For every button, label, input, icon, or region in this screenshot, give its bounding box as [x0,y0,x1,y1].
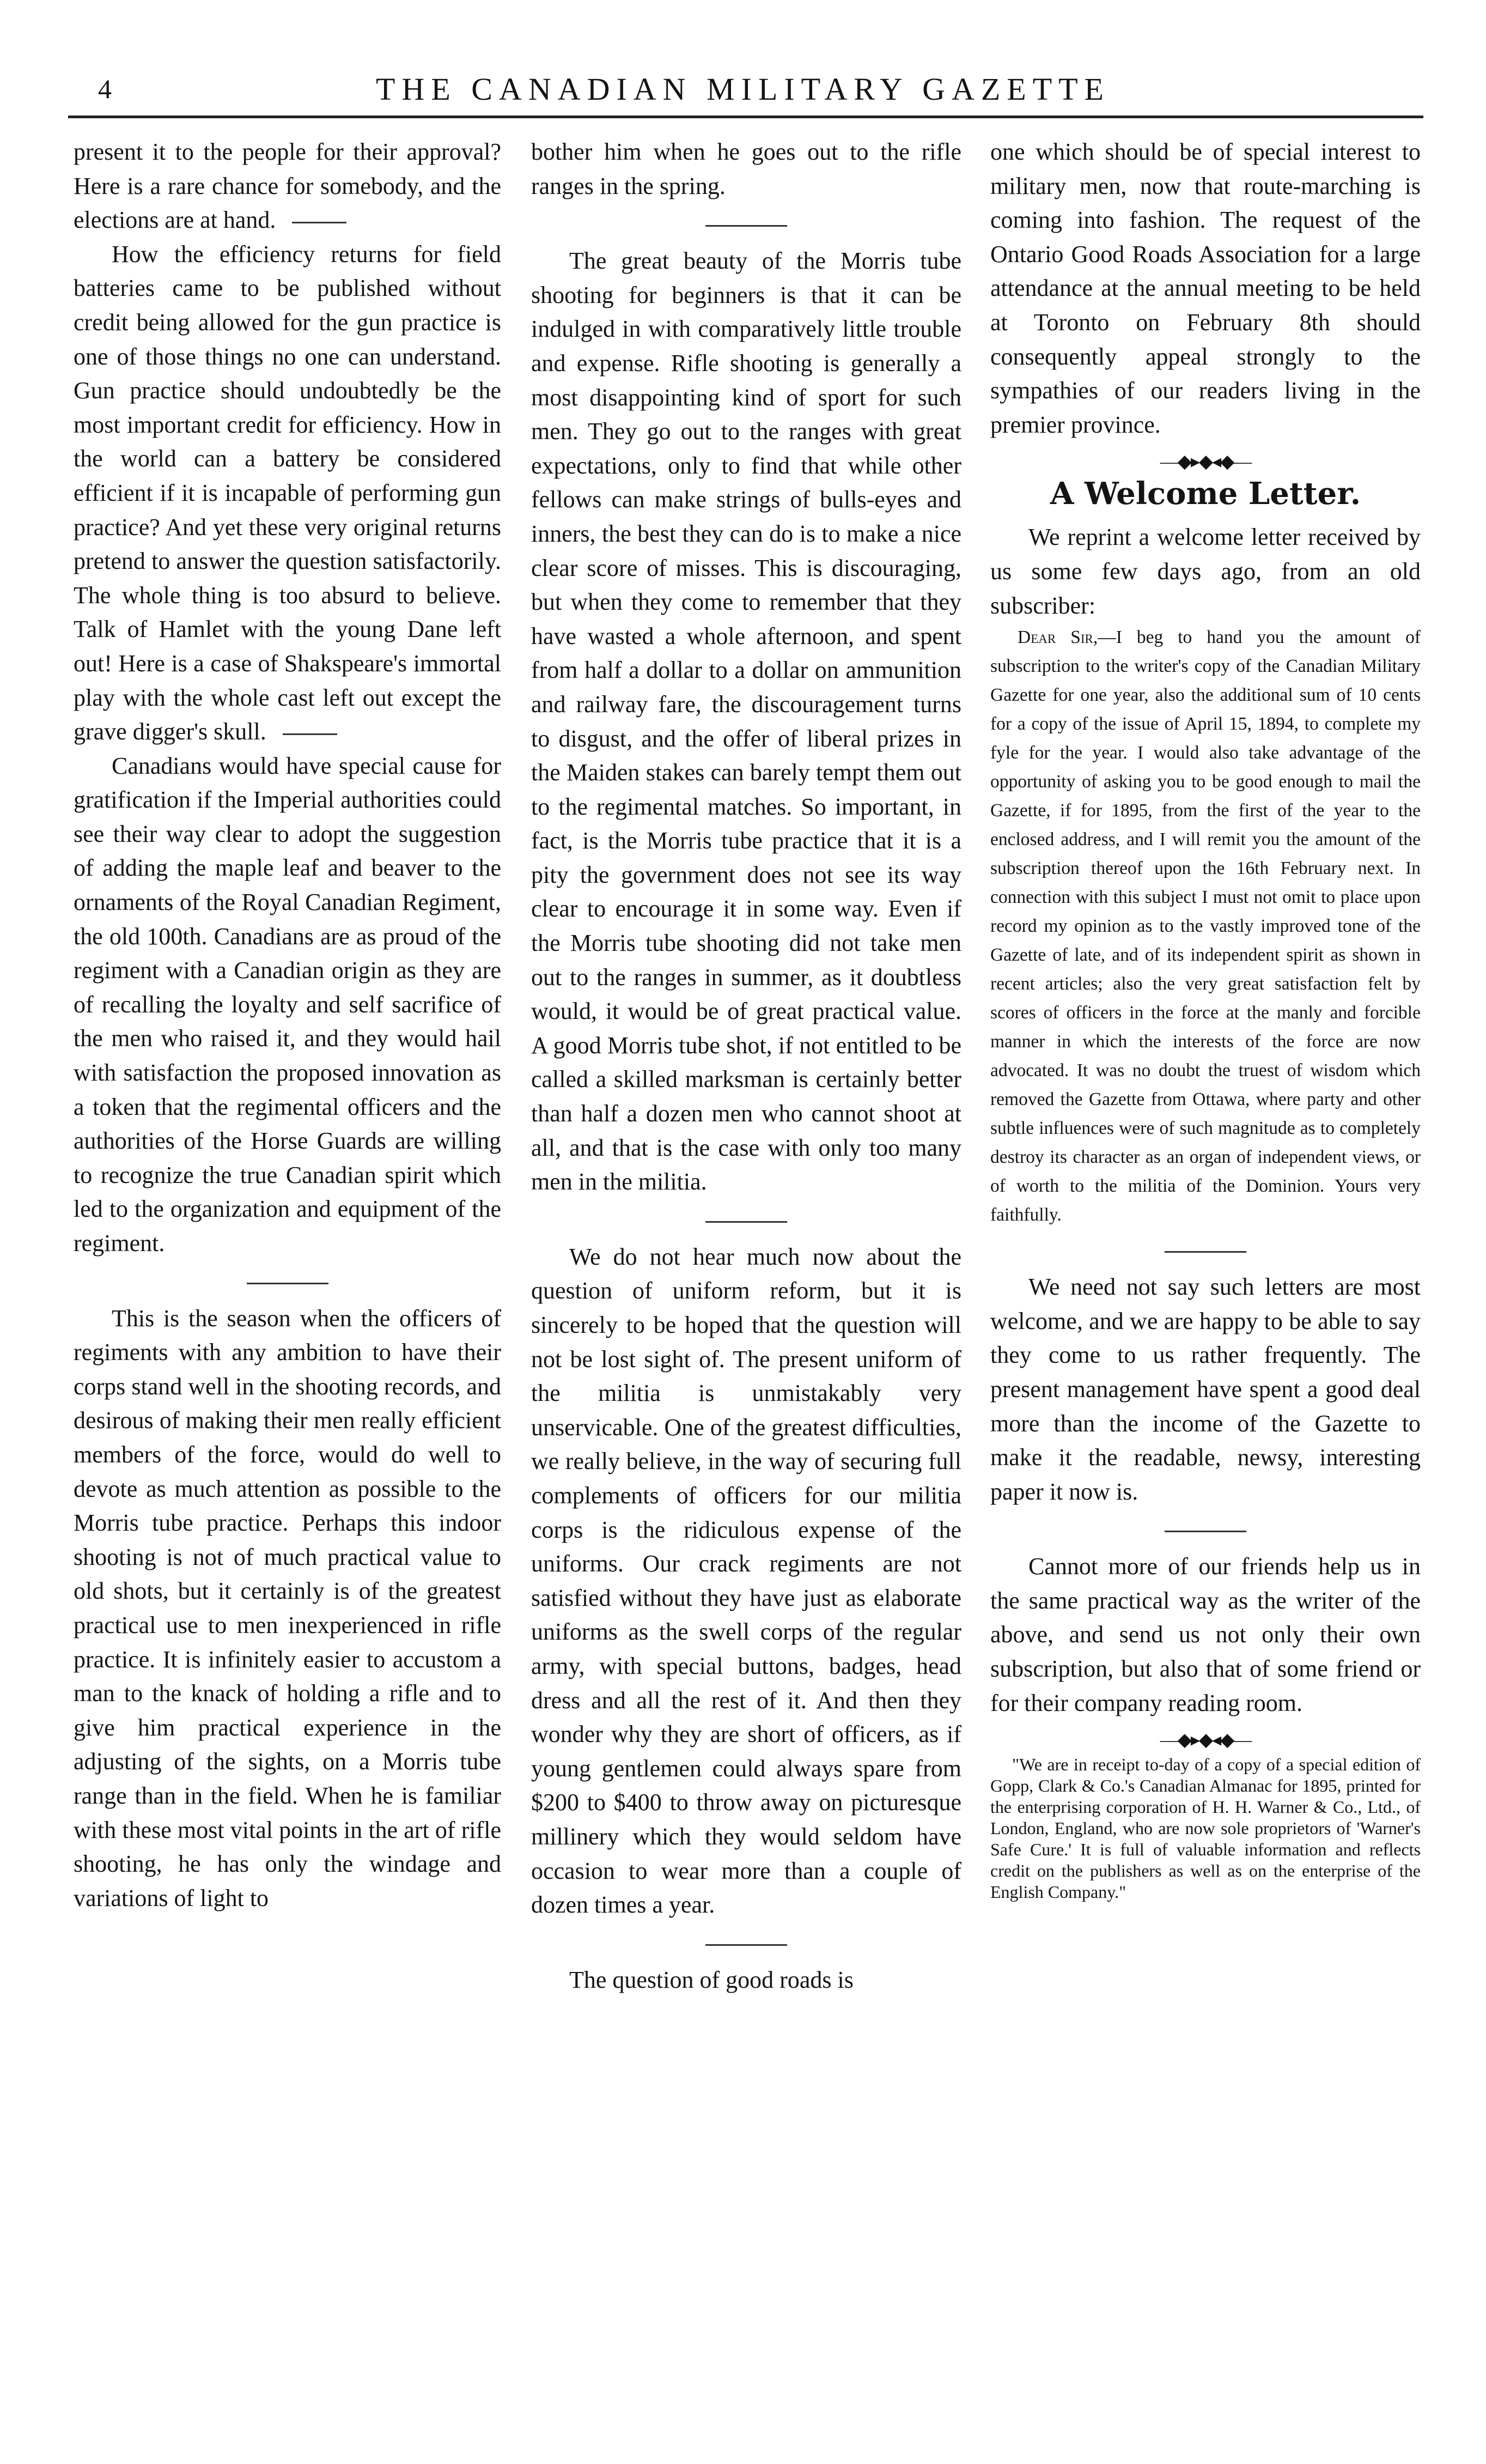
page-number: 4 [98,74,112,104]
letter-salutation: Dear Sir, [1018,627,1098,648]
column2-paragraph-2: The great beauty of the Morris tube shooting for beginners is that it can be indulged in with comparatively little trouble and expense. Rifle shooting is generally a most disappointing kind of sport for such men. They go out to the ranges with great expectations, only to find that while other fellows can make strings of bulls-eyes and inners, the best they can do is to make a nice clear score of misses. This is discouraging, but when they come to remember that they have wasted a whole afternoon, and spent from half a dollar to a dollar on ammunition and railway fare, the discouragement turns to disgust, and the offer of liberal prizes in the Maiden stakes can barely tempt them out to the regimental matches. So important, in fact, is the Morris tube practice that it is a pity the government does not see its way clear to encourage it in some way. Even if the Morris tube shooting did not take men out to the ranges in summer, as it doubtless would, it would be of great practical value. A good Morris tube shot, if not entitled to be called a skilled marksman is certainly better than half a dozen men who cannot shoot at all, and that is the case with only too many men in the militia. [531,247,961,1195]
letter-text [990,623,1421,1229]
section-separator [705,1944,787,1946]
paragraph-text: present it to the people for their approval? Here is a rare chance for somebody, and the elections are at hand. [74,138,501,234]
column1-paragraph-3: Canadians would have special cause for gratification if the Imperial authorities could see their way clear to adopt the suggestion of adding the maple leaf and beaver to the ornaments of the Royal Canadian Regiment, the old 100th. Canadians are as proud of the regiment with a Canadian origin as they are of recalling the loyalty and self sacrifice of the men who raised it, and they would hail with satisfaction the proposed innovation as a token that the regimental officers and the authorities of the Horse Guards are willing to recognize the true Canadian spirit which led to the organization and equipment of the regiment. [74,752,501,1257]
column3-paragraph-2: We reprint a welcome letter received by us some few days ago, from an old subscriber: [990,524,1421,619]
column-2 [531,135,961,1997]
column2-paragraph-1: bother him when he goes out to the rifle ranges in the spring. [531,138,961,199]
column1-paragraph-4: This is the season when the officers of regiments with any ambition to have their corps stand well in the shooting records, and desirous of making their men really efficient members of the force, would do well to devote as much attention as possible to the Morris tube practice. Perhaps this indoor shooting is not of much practical value to old shots, but it certainly is of the greatest practical use to men inexperienced in rifle practice. It is infinitely easier to accustom a man to the knack of holding a rifle and to give him practical experience in the adjusting of the sights, on a Morris tube range than in the field. When he is familiar with these most vital points in the art of rifle shooting, he has only the windage and variations of light to [74,1304,501,1911]
paragraph-text: How the efficiency returns for field batteries came to be published without credit being allowed for the gun practice is one of those things no one can understand. Gun practice should undoubtedly be the most important credit for efficiency. How in the world can a battery be considered efficient if it is incapable of performing gun practice? And yet these very original returns pretend to answer the question satisfactorily. The whole thing is too absurd to believe. Talk of Hamlet with the young Dane left out! Here is a case of Shakspeare's immortal play with the whole cast left out except the grave digger's skull. [74,240,501,745]
article-heading: A Welcome Letter. [1050,476,1361,512]
column3-paragraph-1: one which should be of special interest to military men, now that route-marching is coming into fashion. The request of the Ontario Good Roads Association for a large attendance at the annual meeting to be held at Toronto on February 8th should consequently appeal strongly to the sympathies of our readers living in the premier province. [990,138,1421,438]
dash-separator [283,733,337,735]
section-separator [705,225,787,227]
column3-paragraph-4: Cannot more of our friends help us in the same practical way as the writer of the above, and send us not only their own subscription, but also that of some friend or for their company reading room. [990,1553,1421,1716]
dash-separator [292,222,346,223]
column2-paragraph-3: We do not hear much now about the question of uniform reform, but it is sincerely to be hoped that the question will not be lost sight of. The present uniform of the militia is unmistakably very unservicable. One of the greatest difficulties, we really believe, in the way of securing full complements of officers for our militia corps is the ridiculous expense of the uniforms. Our crack regiments are not satisfied without they have just as elaborate uniforms as the swell corps of the regular army, with special buttons, badges, head dress and all the rest of it. And then they wonder why they are short of officers, as if young gentlemen could always spare from $200 to $400 to throw away on picturesque millinery which they would seldom have occasion to wear more than a couple of dozen times a year. [531,1243,961,1919]
section-separator [1165,1531,1246,1532]
header-rule [68,116,1423,118]
section-separator [247,1283,328,1284]
column1-paragraph-2 [74,238,501,749]
column2-paragraph-4: The question of good roads is [569,1966,854,1993]
ornament-divider: —◆▸◆◂◆— [1160,1730,1251,1751]
column3-paragraph-3: We need not say such letters are most welcome, and we are happy to be able to say they come to us rather frequently. The present management have spent a good deal more than the income of the Gazette to make it the readable, newsy, interesting paper it now is. [990,1273,1421,1505]
section-separator [1165,1251,1246,1253]
column-1 [74,135,501,1915]
masthead-title: THE CANADIAN MILITARY GAZETTE [376,71,1110,107]
ornament-divider: —◆▸◆◂◆— [1160,452,1251,472]
section-separator [705,1221,787,1223]
column-3 [990,135,1421,1903]
almanac-notice: "We are in receipt to-day of a copy of a special edition of Gopp, Clark & Co.'s Canadian Almanac for 1895, printed for the enterprising corporation of H. H. Warner & Co., Ltd., of London, England, who are now sole proprietors of 'Warner's Safe Cure.' It is full of valuable information and reflects credit on the publishers as well as on the enterprise of the English Company." [990,1755,1421,1902]
column1-paragraph-1 [74,135,501,238]
page-header [65,71,1421,114]
letter-body: —I beg to hand you the amount of subscription to the writer's copy of the Canadian Military Gazette for one year, also the additional sum of 10 cents for a copy of the issue of April 15, 1894, to complete my fyle for the year. I would also take advantage of the opportunity of asking you to be good enough to mail the Gazette, if for 1895, from the first of the year to the enclosed address, and I will remit you the amount of the subscription thereof upon the 16th February next. In connection with this subject I must not omit to place upon record my opinion as to the vastly improved tone of the Gazette of late, and of its independent spirit as shown in recent articles; also the very great satisfaction felt by scores of officers in the force at the manly and forcible manner in which the interests of the force are now advocated. It was no doubt the truest of wisdom which removed the Gazette from Ottawa, where party and other subtle influences were of such magnitude as to completely destroy its character as an organ of independent views, or of worth to the militia of the Dominion. Yours very faithfully. [990,627,1421,1225]
